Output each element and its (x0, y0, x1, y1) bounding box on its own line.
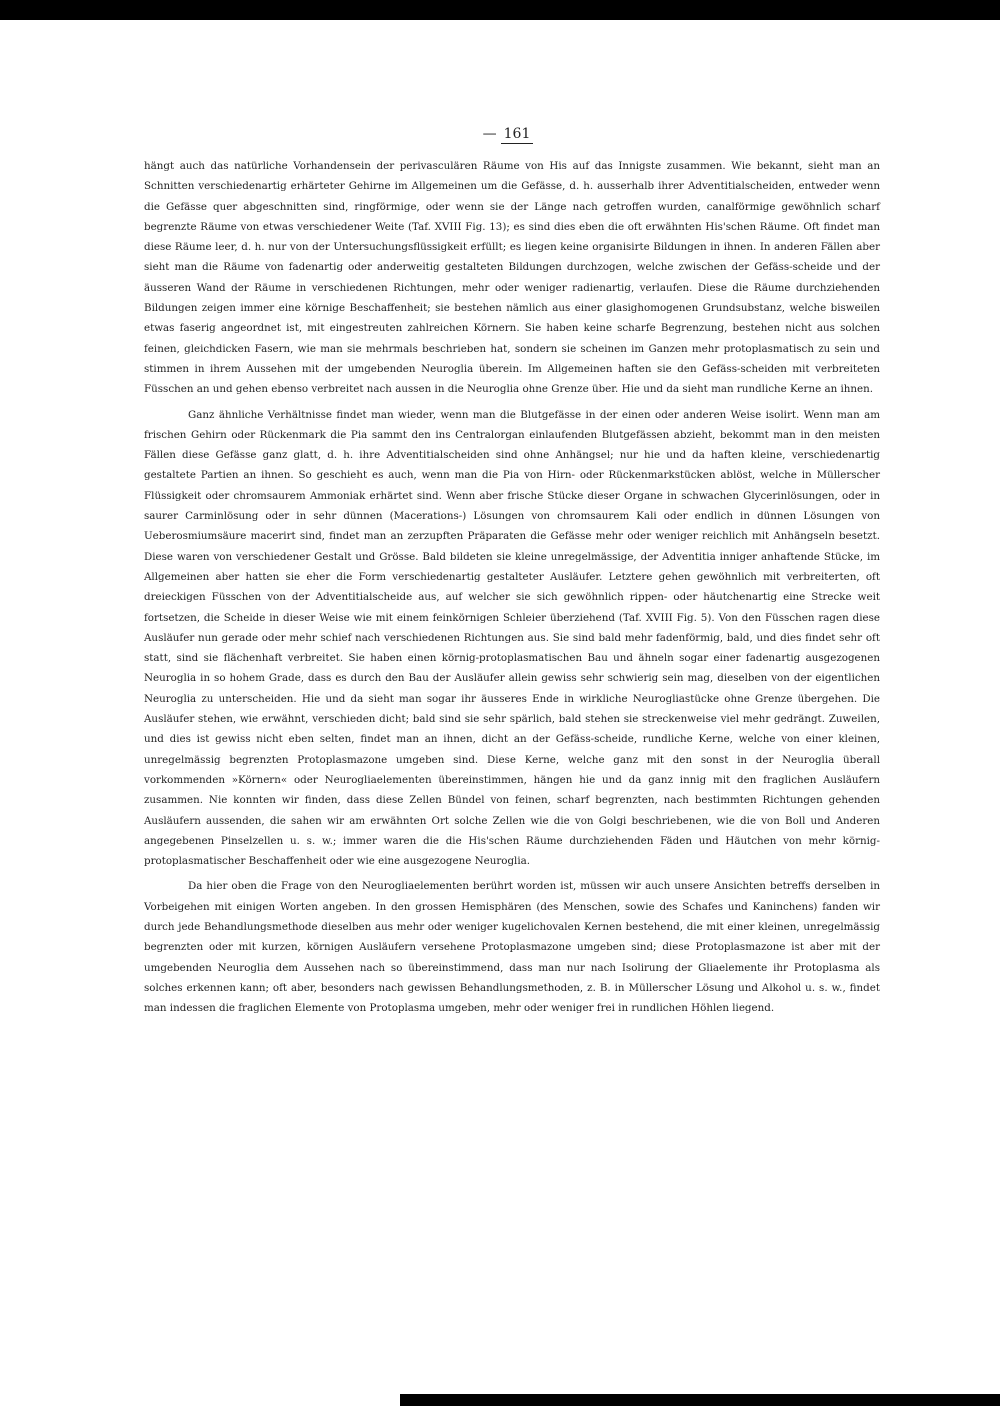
paragraph-1: hängt auch das natürliche Vorhandensein der perivasculären Räume von His auf das Innigste zusammen. Wie bekannt, sieht man an Schnitten verschiedenartig erhärteter Gehirne im Allgemeinen um die Gefässe, d. h. ausserhalb ihrer Adventitialscheiden, entweder wenn die Gefässe quer abgeschnitten sind, ringförmige, oder wenn sie der Länge nach getroffen wurden, canalförmige gewöhnlich scharf begrenzte Räume von etwas verschiedener Weite (Taf. XVIII Fig. 13); es sind dies eben die oft erwähnten His'schen Räume. Oft findet man diese Räume leer, d. h. nur von der Untersuchungsflüssigkeit erfüllt; es liegen keine organisirte Bildungen in ihnen. In anderen Fällen aber sieht man die Räume von fadenartig oder anderweitig gestalteten Bildungen durchzogen, welche zwischen der Gefäss-scheide und der äusseren Wand der Räume in verschiedenen Richtungen, mehr oder weniger radienartig, verlaufen. Diese die Räume durchziehenden Bildungen zeigen immer eine körnige Beschaffenheit; sie bestehen nämlich aus einer glasighomogenen Grundsubstanz, welche bisweilen etwas faserig angeordnet ist, mit eingestreuten zahlreichen Körnern. Sie haben keine scharfe Begrenzung, bestehen nicht aus solchen feinen, gleichdicken Fasern, wie man sie mehrmals beschrieben hat, sondern sie scheinen im Ganzen mehr protoplasmatisch zu sein und stimmen in ihrem Aussehen mit der umgebenden Neuroglia überein. Im Allgemeinen haften sie den Gefäss-scheiden mit verbreiteten Füsschen an und gehen ebenso verbreitet nach aussen in die Neuroglia ohne Grenze über. Hie und da sieht man rundliche Kerne an ihnen. (144, 160, 880, 396)
page-number (478, 126, 538, 142)
paragraph-3: Da hier oben die Frage von den Neurogliaelementen berührt worden ist, müssen wir auch unsere Ansichten betreffs derselben in Vorbeigehen mit einigen Worten angeben. In den grossen Hemisphären (des Menschen, sowie des Schafes und Kaninchens) fanden wir durch jede Behandlungsmethode dieselben aus mehr oder weniger kugelichovalen Kernen bestehend, die mit einer kleinen, unregelmässig begrenzten oder mit kurzen, körnigen Ausläufern versehene Protoplasmazone umgeben sind; diese Protoplasmazone ist aber mit der umgebenden Neuroglia dem Aussehen nach so übereinstimmend, dass man nur nach Isolirung der Gliaelemente ihr Protoplasma als solches erkennen kann; oft aber, besonders nach gewissen Behandlungsmethoden, z. B. in Müllerscher Lösung und Alkohol u. s. w., findet man indessen die fraglichen Elemente von Protoplasma umgeben, mehr oder weniger frei in rundlichen Höhlen liegend. (144, 880, 880, 1015)
scan-border-bottom (400, 1394, 1000, 1406)
paragraph-2: Ganz ähnliche Verhältnisse findet man wieder, wenn man die Blutgefässe in der einen oder anderen Weise isolirt. Wenn man am frischen Gehirn oder Rückenmark die Pia sammt den ins Centralorgan einlaufenden Blutgefässen abzieht, bekommt man in den meisten Fällen diese Gefässe ganz glatt, d. h. ihre Adventitialscheiden sind ohne Anhängsel; nur hie und da haften kleine, verschiedenartig gestaltete Partien an ihnen. So geschieht es auch, wenn man die Pia von Hirn- oder Rückenmarkstücken ablöst, welche in Müllerscher Flüssigkeit oder chromsaurem Ammoniak erhärtet sind. Wenn aber frische Stücke dieser Organe in schwachen Glycerinlösungen, oder in saurer Carminlösung oder in sehr dünnen (Macerations-) Lösungen von chromsaurem Kali oder endlich in dünnen Lösungen von Ueberosmiumsäure macerirt sind, findet man an zerzupften Präparaten die Gefässe mehr oder weniger reichlich mit Anhängseln besetzt. Diese waren von verschiedener Gestalt und Grösse. Bald bildeten sie kleine unregelmässige, der Adventitia inniger anhaftende Stücke, im Allgemeinen aber hatten sie eher die Form verschiedenartig gestalteter Ausläufer. Letztere gehen gewöhnlich mit verbreiterten, oft dreieckigen Füsschen von der Adventitialscheide aus, auf welcher sie sich gewöhnlich rippen- oder häutchenartig eine Strecke weit fortsetzen, die Scheide in dieser Weise wie mit einem feinkörnigen Schleier überziehend (Taf. XVIII Fig. 5). Von den Füsschen ragen diese Ausläufer nun gerade oder mehr schief nach verschiedenen Richtungen aus. Sie sind bald mehr fadenförmig, bald, und dies findet sehr oft statt, sind sie flächenhaft verbreitet. Sie haben einen körnig-protoplasmatischen Bau und ähneln sogar einer fadenartig ausgezogenen Neuroglia in so hohem Grade, dass es durch den Bau der Ausläufer allein gewiss sehr schwierig sein mag, dieselben von der eigentlichen Neuroglia zu unterscheiden. Hie und da sieht man sogar ihr äusseres Ende in wirkliche Neurogliastücke ohne Grenze übergehen. Die Ausläufer stehen, wie erwähnt, verschieden dicht; bald sind sie sehr spärlich, bald stehen sie streckenweise viel mehr gedrängt. Zuweilen, und dies ist gewiss nicht eben selten, findet man an ihnen, dicht an der Gefäss-scheide, rundliche Kerne, welche von einer kleinen, unregelmässig begrenzten Protoplasmazone umgeben sind. Diese Kerne, welche ganz mit den sonst in der Neuroglia überall vorkommenden »Körnern« oder Neurogliaelementen übereinstimmen, hängen hie und da ganz innig mit den fraglichen Ausläufern zusammen. Nie konnten wir finden, dass diese Zellen Bündel von feinen, scharf begrenzten, nach bestimmten Richtungen gehenden Ausläufern aussenden, die sahen wir am erwähnten Ort solche Zellen wie die von Golgi beschriebenen, wie die von Boll und Anderen angegebenen Pinselzellen u. s. w.; immer waren die die His'schen Räume durchziehenden Fäden und Häutchen von mehr körnig-protoplasmatischer Beschaffenheit oder wie eine ausgezogene Neuroglia. (144, 408, 880, 868)
body-text (144, 156, 880, 1018)
scan-border-top (0, 0, 1000, 20)
page-number-dash: — (482, 126, 497, 142)
page-number-value: 161 (501, 126, 534, 144)
